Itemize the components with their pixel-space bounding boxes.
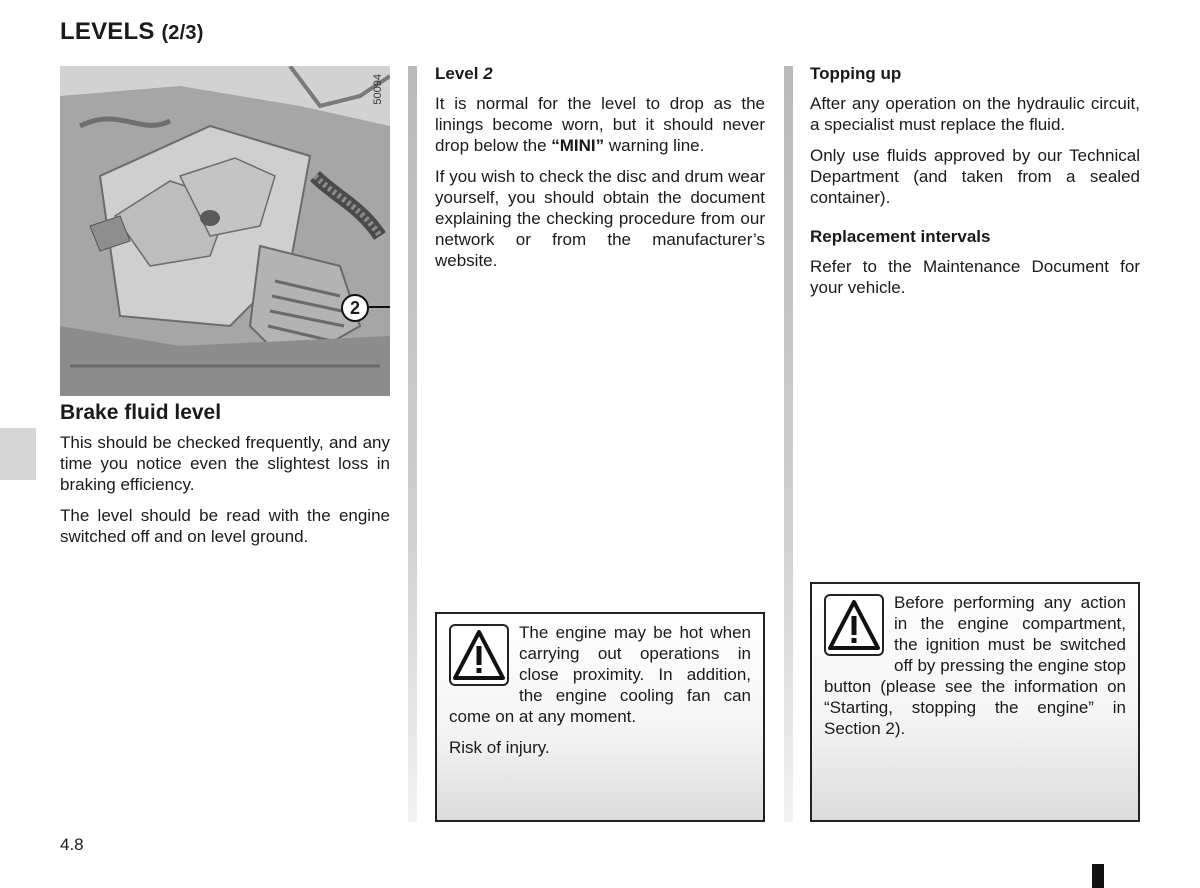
col1-paragraph-1: This should be checked frequently, and any time you notice even the slightest loss in braking efficiency. <box>60 433 390 494</box>
ignition-warning-box <box>810 582 1140 822</box>
section-tab <box>0 428 36 480</box>
col3-paragraph-3: Refer to the Maintenance Document for your vehicle. <box>810 257 1140 297</box>
engine-compartment-illustration <box>60 66 390 396</box>
warning-triangle-icon <box>824 594 884 656</box>
column-3 <box>810 63 1140 308</box>
col2-para1-a: It is normal for the level to drop as the linings become worn, but it should never drop below the <box>435 94 765 155</box>
col2-para1-b: warning line. <box>608 136 705 155</box>
callout-leader-line <box>369 306 390 308</box>
column-divider-right <box>784 66 793 822</box>
col2-paragraph-1 <box>435 93 765 156</box>
topping-up-heading: Topping up <box>810 64 902 83</box>
column-2 <box>435 63 765 281</box>
hot-engine-warning-box <box>435 612 765 822</box>
page-number: 4.8 <box>60 835 84 854</box>
page-title-part: (2/3) <box>161 22 204 44</box>
col3-paragraph-2: Only use fluids approved by our Technical Department (and taken from a sealed container). <box>810 146 1140 207</box>
page-title-text: LEVELS <box>60 18 155 45</box>
callout-label: 2 <box>341 294 369 322</box>
level-heading-number: 2 <box>483 64 493 83</box>
col3-paragraph-1: After any operation on the hydraulic circuit, a specialist must replace the fluid. <box>810 94 1140 134</box>
level-heading-prefix: Level <box>435 64 479 83</box>
hot-engine-warning-text: The engine may be hot when carrying out operations in close proximity. In addition, the engine cooling fan can come on at any moment. <box>449 623 751 726</box>
column-divider-left <box>408 66 417 822</box>
level-2-heading <box>435 63 765 84</box>
replacement-intervals-heading: Replacement intervals <box>810 227 991 246</box>
page-edge-mark <box>1092 864 1104 888</box>
ignition-warning-text: Before performing any action in the engine compartment, the ignition must be switched off by pressing the engine stop button (please see the information on “Starting, stopping the engine” in Section 2). <box>824 593 1126 738</box>
warning-triangle-icon <box>449 624 509 686</box>
figure-number: 50094 <box>372 74 384 105</box>
col2-paragraph-2: If you wish to check the disc and drum wear yourself, you should obtain the document explaining the checking procedure from our network or from the manufacturer’s website. <box>435 167 765 270</box>
mini-mark-label: “MINI” <box>551 136 605 155</box>
risk-of-injury-text: Risk of injury. <box>449 738 550 757</box>
col1-paragraph-2: The level should be read with the engine switched off and on level ground. <box>60 506 390 546</box>
column-1 <box>60 402 390 557</box>
engine-drawing <box>60 66 390 396</box>
brake-fluid-heading: Brake fluid level <box>60 401 222 424</box>
page-title <box>60 18 204 46</box>
